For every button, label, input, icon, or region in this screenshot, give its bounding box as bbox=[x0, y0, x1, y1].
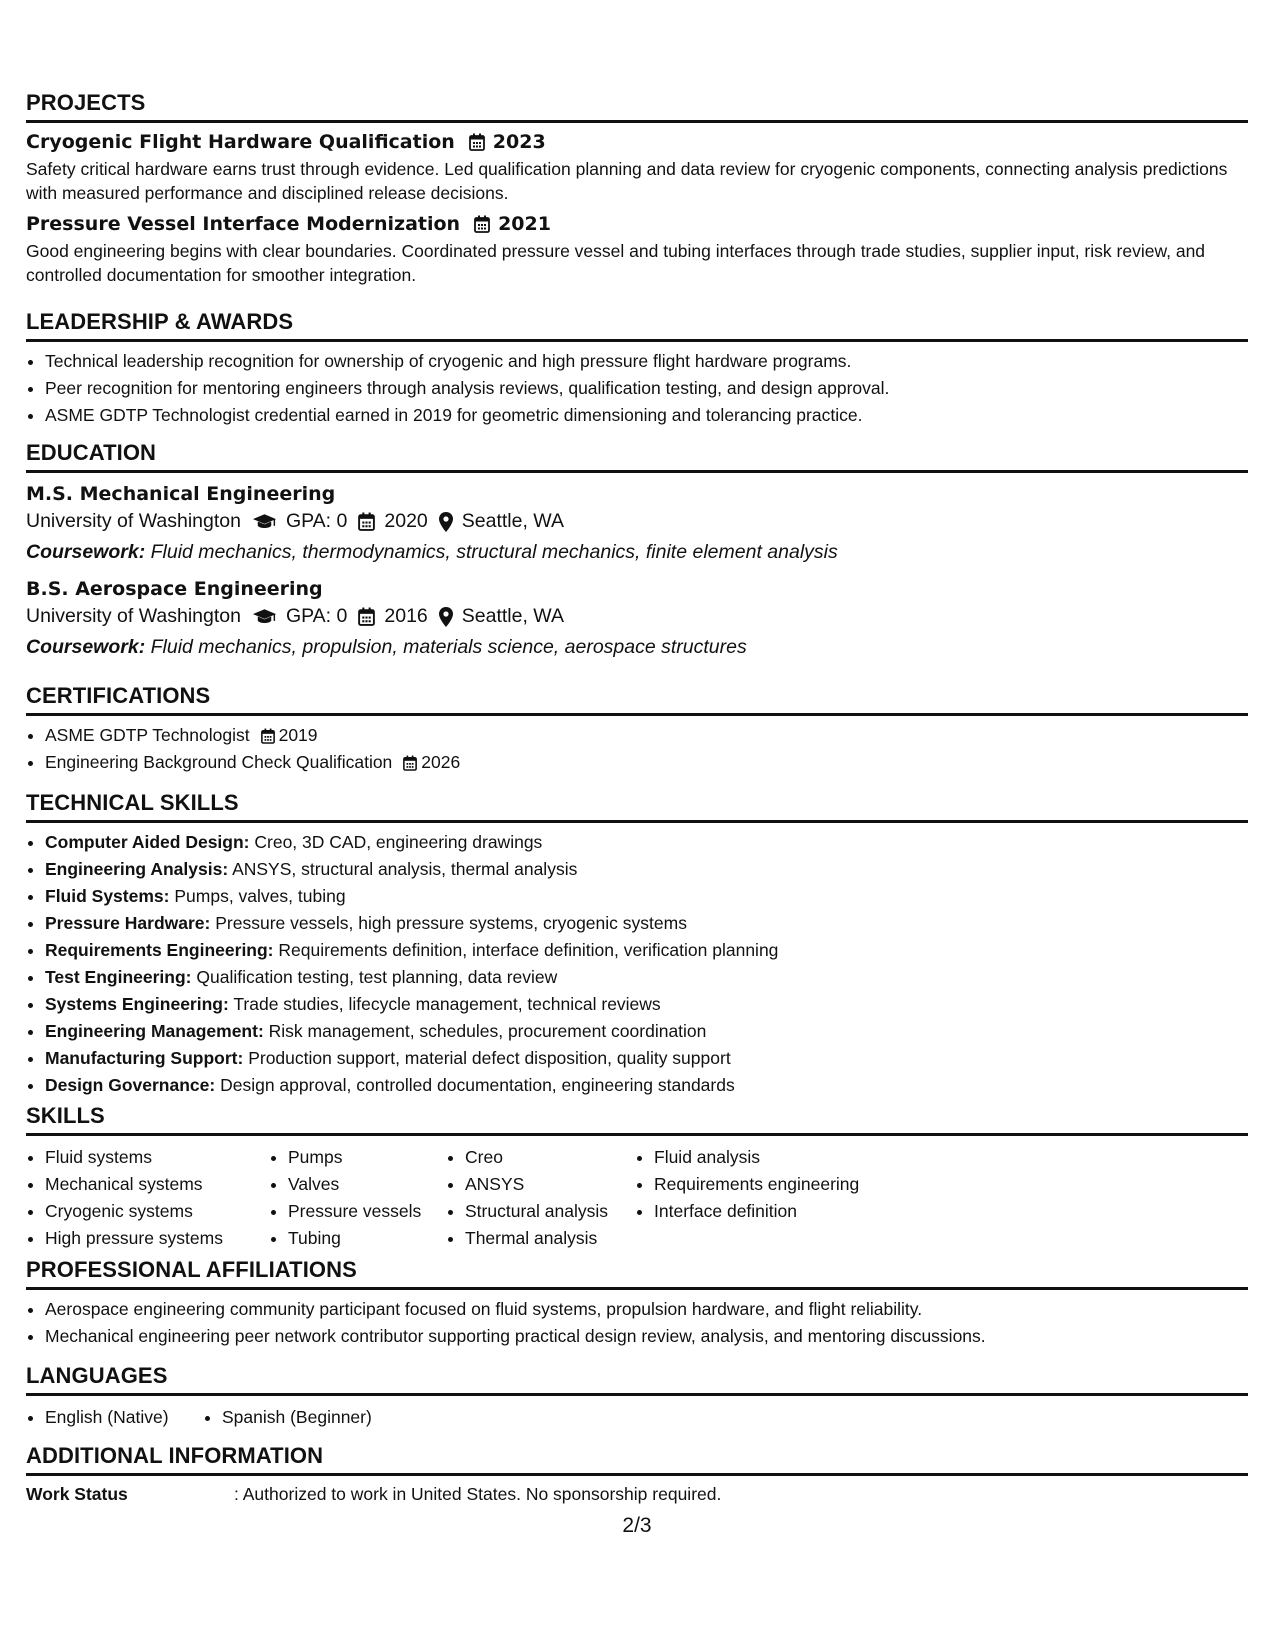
graduation-cap-icon bbox=[252, 608, 277, 626]
technical-skills-list bbox=[26, 829, 1248, 1099]
skills-columns bbox=[26, 1144, 1248, 1252]
skill-value: Trade studies, lifecycle management, technical reviews bbox=[233, 994, 661, 1014]
education-entry bbox=[26, 483, 1248, 564]
section-title: SKILLS bbox=[26, 1103, 1248, 1136]
certification-year: 2019 bbox=[278, 725, 318, 745]
skill-item: • Cryogenic systems bbox=[45, 1198, 269, 1225]
skills-column bbox=[446, 1144, 635, 1252]
calendar-icon bbox=[474, 215, 490, 233]
info-value: : Authorized to work in United States. No sponsorship required. bbox=[234, 1484, 722, 1504]
skill-value: Risk management, schedules, procurement coordination bbox=[268, 1021, 707, 1041]
grad-year: 2016 bbox=[384, 605, 428, 627]
certification-name: • Engineering Background Check Qualification bbox=[45, 752, 393, 772]
skill-item: • Creo bbox=[465, 1144, 635, 1171]
projects-section bbox=[26, 90, 1248, 287]
skill-item: • Requirements engineering bbox=[654, 1171, 914, 1198]
skills-column bbox=[635, 1144, 914, 1252]
graduation-cap-icon bbox=[252, 513, 277, 531]
calendar-icon bbox=[261, 728, 275, 744]
skill-value: Pumps, valves, tubing bbox=[174, 886, 346, 906]
location: Seattle, WA bbox=[461, 510, 564, 532]
calendar-icon bbox=[358, 607, 375, 626]
affiliations-list bbox=[26, 1296, 1248, 1350]
skill-item: • ANSYS bbox=[465, 1171, 635, 1198]
project-year: 2023 bbox=[492, 131, 546, 153]
skill-label: Systems Engineering: bbox=[45, 994, 229, 1014]
certifications-section bbox=[26, 683, 1248, 776]
skill-item: • Mechanical systems bbox=[45, 1171, 269, 1198]
language-item: • English (Native) bbox=[45, 1404, 203, 1431]
leadership-section bbox=[26, 309, 1248, 429]
skill-label: Engineering Analysis: bbox=[45, 859, 229, 879]
language-item: • Spanish (Beginner) bbox=[222, 1404, 372, 1431]
list-item bbox=[45, 1018, 1248, 1045]
affiliations-section bbox=[26, 1257, 1248, 1350]
coursework: Fluid mechanics, propulsion, materials science, aerospace structures bbox=[150, 636, 747, 658]
location-pin-icon bbox=[439, 607, 453, 627]
coursework-label: Coursework: bbox=[26, 636, 146, 658]
info-row bbox=[26, 1484, 1248, 1505]
skill-label: Test Engineering: bbox=[45, 967, 192, 987]
certification-item bbox=[45, 722, 1248, 749]
school: University of Washington bbox=[26, 605, 241, 627]
project-description: Good engineering begins with clear boundaries. Coordinated pressure vessel and tubing interfaces through trade studies, supplier input, risk review, and controlled documentation for smoother integration. bbox=[26, 241, 1206, 285]
skill-label: Design Governance: bbox=[45, 1075, 216, 1095]
skills-column bbox=[269, 1144, 446, 1252]
project-name: Cryogenic Flight Hardware Qualification bbox=[26, 131, 455, 153]
list-item bbox=[45, 910, 1248, 937]
skill-item: • Fluid systems bbox=[45, 1144, 269, 1171]
calendar-icon bbox=[358, 512, 375, 531]
skill-item: • Tubing bbox=[288, 1225, 446, 1252]
skill-item: • High pressure systems bbox=[45, 1225, 269, 1252]
project-description: Safety critical hardware earns trust through evidence. Led qualification planning and data review for cryogenic components, connecting analysis predictions with measured performance and disciplined release decisions. bbox=[26, 159, 1228, 203]
education-section bbox=[26, 440, 1248, 659]
section-title: TECHNICAL SKILLS bbox=[26, 790, 1248, 823]
additional-info-section bbox=[26, 1443, 1248, 1505]
skill-label: Manufacturing Support: bbox=[45, 1048, 244, 1068]
degree: M.S. Mechanical Engineering bbox=[26, 483, 336, 505]
list-item bbox=[45, 991, 1248, 1018]
project-year: 2021 bbox=[498, 213, 551, 235]
list-item: • ASME GDTP Technologist credential earned in 2019 for geometric dimensioning and tolerancing practice. bbox=[45, 402, 1248, 429]
skill-value: Creo, 3D CAD, engineering drawings bbox=[254, 832, 543, 852]
skill-value: Design approval, controlled documentation, engineering standards bbox=[220, 1075, 735, 1095]
skill-label: Computer Aided Design: bbox=[45, 832, 250, 852]
section-title: ADDITIONAL INFORMATION bbox=[26, 1443, 1248, 1476]
certifications-list bbox=[26, 722, 1248, 776]
list-item bbox=[45, 964, 1248, 991]
gpa: GPA: 0 bbox=[285, 510, 348, 532]
skill-value: Requirements definition, interface definition, verification planning bbox=[278, 940, 779, 960]
section-title: LEADERSHIP & AWARDS bbox=[26, 309, 1248, 342]
technical-skills-section bbox=[26, 790, 1248, 1099]
skill-item: • Structural analysis bbox=[465, 1198, 635, 1225]
gpa: GPA: 0 bbox=[285, 605, 348, 627]
section-title: LANGUAGES bbox=[26, 1363, 1248, 1396]
skill-item: • Pumps bbox=[288, 1144, 446, 1171]
location-pin-icon bbox=[439, 512, 453, 532]
skill-label: Engineering Management: bbox=[45, 1021, 264, 1041]
coursework-label: Coursework: bbox=[26, 541, 146, 563]
skills-column bbox=[26, 1144, 269, 1252]
list-item: • Aerospace engineering community participant focused on fluid systems, propulsion hardware, and flight reliability. bbox=[45, 1296, 1248, 1323]
languages-section bbox=[26, 1363, 1248, 1431]
calendar-icon bbox=[403, 755, 417, 771]
skill-value: Pressure vessels, high pressure systems, cryogenic systems bbox=[215, 913, 687, 933]
project-entry bbox=[26, 131, 1248, 205]
skill-item: • Valves bbox=[288, 1171, 446, 1198]
grad-year: 2020 bbox=[384, 510, 428, 532]
list-item: • Peer recognition for mentoring engineers through analysis reviews, qualification testing, and design approval. bbox=[45, 375, 1248, 402]
section-title: EDUCATION bbox=[26, 440, 1248, 473]
section-title: PROJECTS bbox=[26, 90, 1248, 123]
list-item bbox=[45, 1045, 1248, 1072]
list-item: • Technical leadership recognition for ownership of cryogenic and high pressure flight hardware programs. bbox=[45, 348, 1248, 375]
skill-value: Production support, material defect disposition, quality support bbox=[248, 1048, 731, 1068]
list-item bbox=[45, 856, 1248, 883]
certification-name: • ASME GDTP Technologist bbox=[45, 725, 250, 745]
list-item bbox=[45, 829, 1248, 856]
skill-label: Pressure Hardware: bbox=[45, 913, 211, 933]
leadership-list bbox=[26, 348, 1248, 429]
skill-value: Qualification testing, test planning, data review bbox=[196, 967, 558, 987]
section-title: CERTIFICATIONS bbox=[26, 683, 1248, 716]
skill-label: Requirements Engineering: bbox=[45, 940, 274, 960]
list-item bbox=[45, 937, 1248, 964]
skill-item: • Interface definition bbox=[654, 1198, 914, 1225]
location: Seattle, WA bbox=[461, 605, 564, 627]
language-column bbox=[26, 1404, 203, 1431]
school: University of Washington bbox=[26, 510, 241, 532]
skill-value: ANSYS, structural analysis, thermal analysis bbox=[232, 859, 578, 879]
language-column bbox=[203, 1404, 372, 1431]
certification-year: 2026 bbox=[421, 752, 461, 772]
coursework: Fluid mechanics, thermodynamics, structural mechanics, finite element analysis bbox=[150, 541, 838, 563]
list-item bbox=[45, 1072, 1248, 1099]
skill-item: • Pressure vessels bbox=[288, 1198, 446, 1225]
list-item: • Mechanical engineering peer network contributor supporting practical design review, analysis, and mentoring discussions. bbox=[45, 1323, 1248, 1350]
page-number: 2/3 bbox=[622, 1514, 652, 1537]
info-key: Work Status bbox=[26, 1484, 128, 1504]
skills-section bbox=[26, 1103, 1248, 1252]
degree: B.S. Aerospace Engineering bbox=[26, 578, 323, 600]
education-entry bbox=[26, 578, 1248, 659]
project-name: Pressure Vessel Interface Modernization bbox=[26, 213, 461, 235]
project-entry bbox=[26, 213, 1248, 287]
certification-item bbox=[45, 749, 1248, 776]
list-item bbox=[45, 883, 1248, 910]
skill-label: Fluid Systems: bbox=[45, 886, 170, 906]
skill-item: • Thermal analysis bbox=[465, 1225, 635, 1252]
languages-row bbox=[26, 1404, 1248, 1431]
skill-item: • Fluid analysis bbox=[654, 1144, 914, 1171]
calendar-icon bbox=[469, 133, 485, 151]
section-title: PROFESSIONAL AFFILIATIONS bbox=[26, 1257, 1248, 1290]
